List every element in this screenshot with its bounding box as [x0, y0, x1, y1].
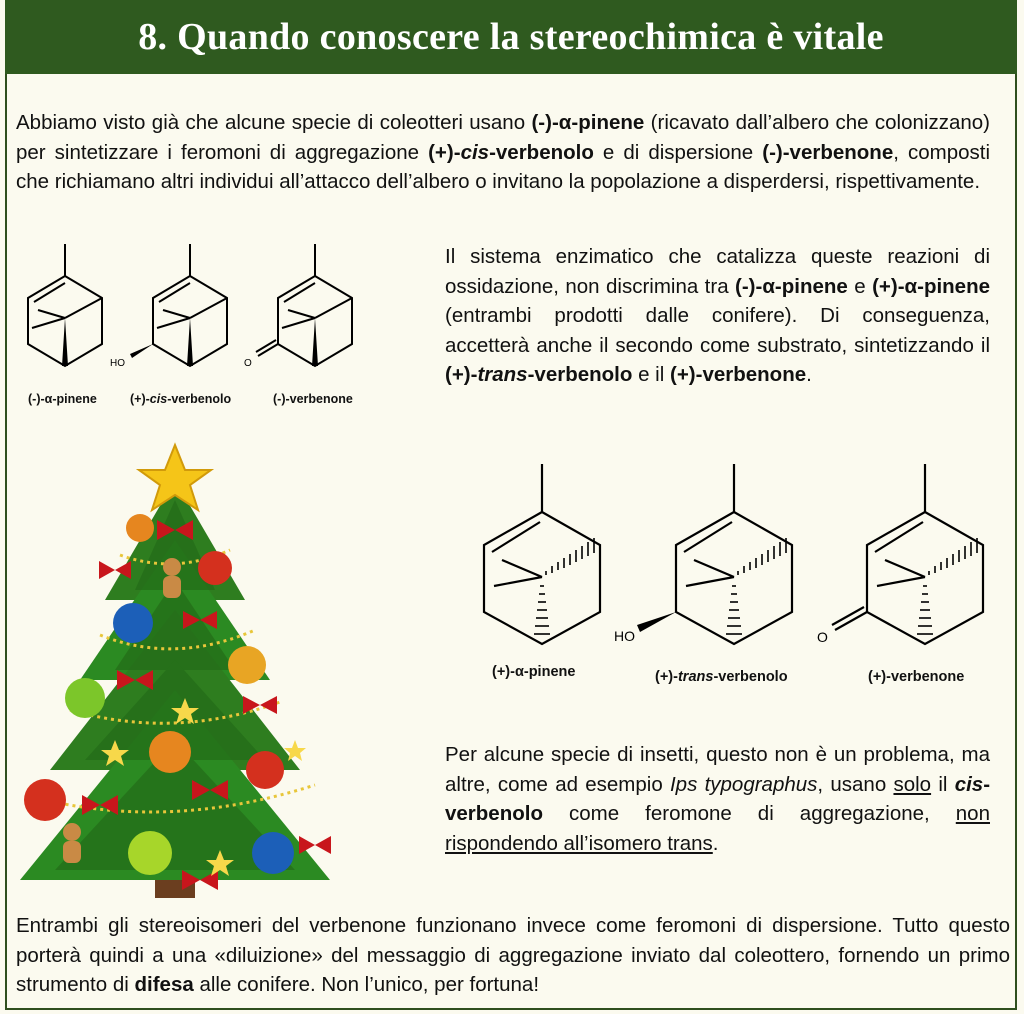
- label-minus-alpha-pinene: (-)-α-pinene: [28, 392, 97, 406]
- ho-label: HO: [110, 358, 125, 369]
- bold-term: (-)-verbenone: [762, 140, 894, 164]
- text: , composti che richiamano altri individui all’attacco dell’albero o invitano la popolazione a disperdersi, rispettivamente.: [16, 140, 991, 193]
- text: (ricavato dall’albero che colonizzano) per sintetizzare i feromoni di aggregazione: [16, 111, 990, 164]
- bold-term: (+)-cis-verbenolo: [428, 140, 594, 164]
- plus-alpha-pinene-structure: [480, 462, 605, 652]
- intro-paragraph: [16, 108, 990, 197]
- conclusion-paragraph: Entrambi gli stereoisomeri del verbenone funzionano invece come feromoni di dispersione. Tutto questo porterà quindi a una «diluizione» del messaggio di aggregazione inviato dal coleottero, fornendo un primo strumento di difesa alle conifere. Non l’unico, per fortuna!: [16, 914, 1010, 996]
- insects-paragraph: Per alcune specie di insetti, questo non è un problema, ma altre, come ad esempio Ips typographus, usano solo il cis-verbenolo come feromone di aggregazione, non rispondendo all’isomero trans.: [445, 743, 991, 855]
- ho-label: HO: [614, 628, 635, 644]
- label-trans-verbenol: (+)-trans-verbenolo: [655, 669, 788, 685]
- enzyme-paragraph: Il sistema enzimatico che catalizza queste reazioni di ossidazione, non discrimina tra (-)-α-pinene e (+)-α-pinene (entrambi prodotti dalle conifere). Di conseguenza, accetterà anche il secondo come substrato, sintetizzando il (+)-trans-verbenolo e il (+)-verbenone.: [445, 245, 991, 386]
- alpha-pinene-minus-structure: [20, 240, 110, 370]
- label-cis-verbenol: (+)-cis-verbenolo: [130, 392, 232, 406]
- text: e di dispersione: [593, 140, 763, 164]
- minus-verbenone-structure: [240, 240, 360, 370]
- cis-verbenol-structure: [110, 240, 240, 370]
- label-minus-verbenone: (-)-verbenone: [273, 392, 353, 406]
- title-bar: [5, 0, 1017, 74]
- christmas-tree-illustration: [15, 440, 335, 905]
- trans-verbenol-structure: [612, 462, 802, 652]
- plus-verbenone-structure: [815, 462, 995, 652]
- label-plus-alpha-pinene: (+)-α-pinene: [492, 664, 576, 680]
- text: Abbiamo visto già che alcune specie di coleotteri usano: [16, 111, 532, 134]
- bold-term: (-)-α-pinene: [531, 111, 645, 134]
- o-label: O: [817, 629, 828, 645]
- label-plus-verbenone: (+)-verbenone: [868, 669, 965, 685]
- o-label: O: [244, 358, 252, 369]
- page-title: 8. Quando conoscere la stereochimica è vitale: [138, 16, 884, 58]
